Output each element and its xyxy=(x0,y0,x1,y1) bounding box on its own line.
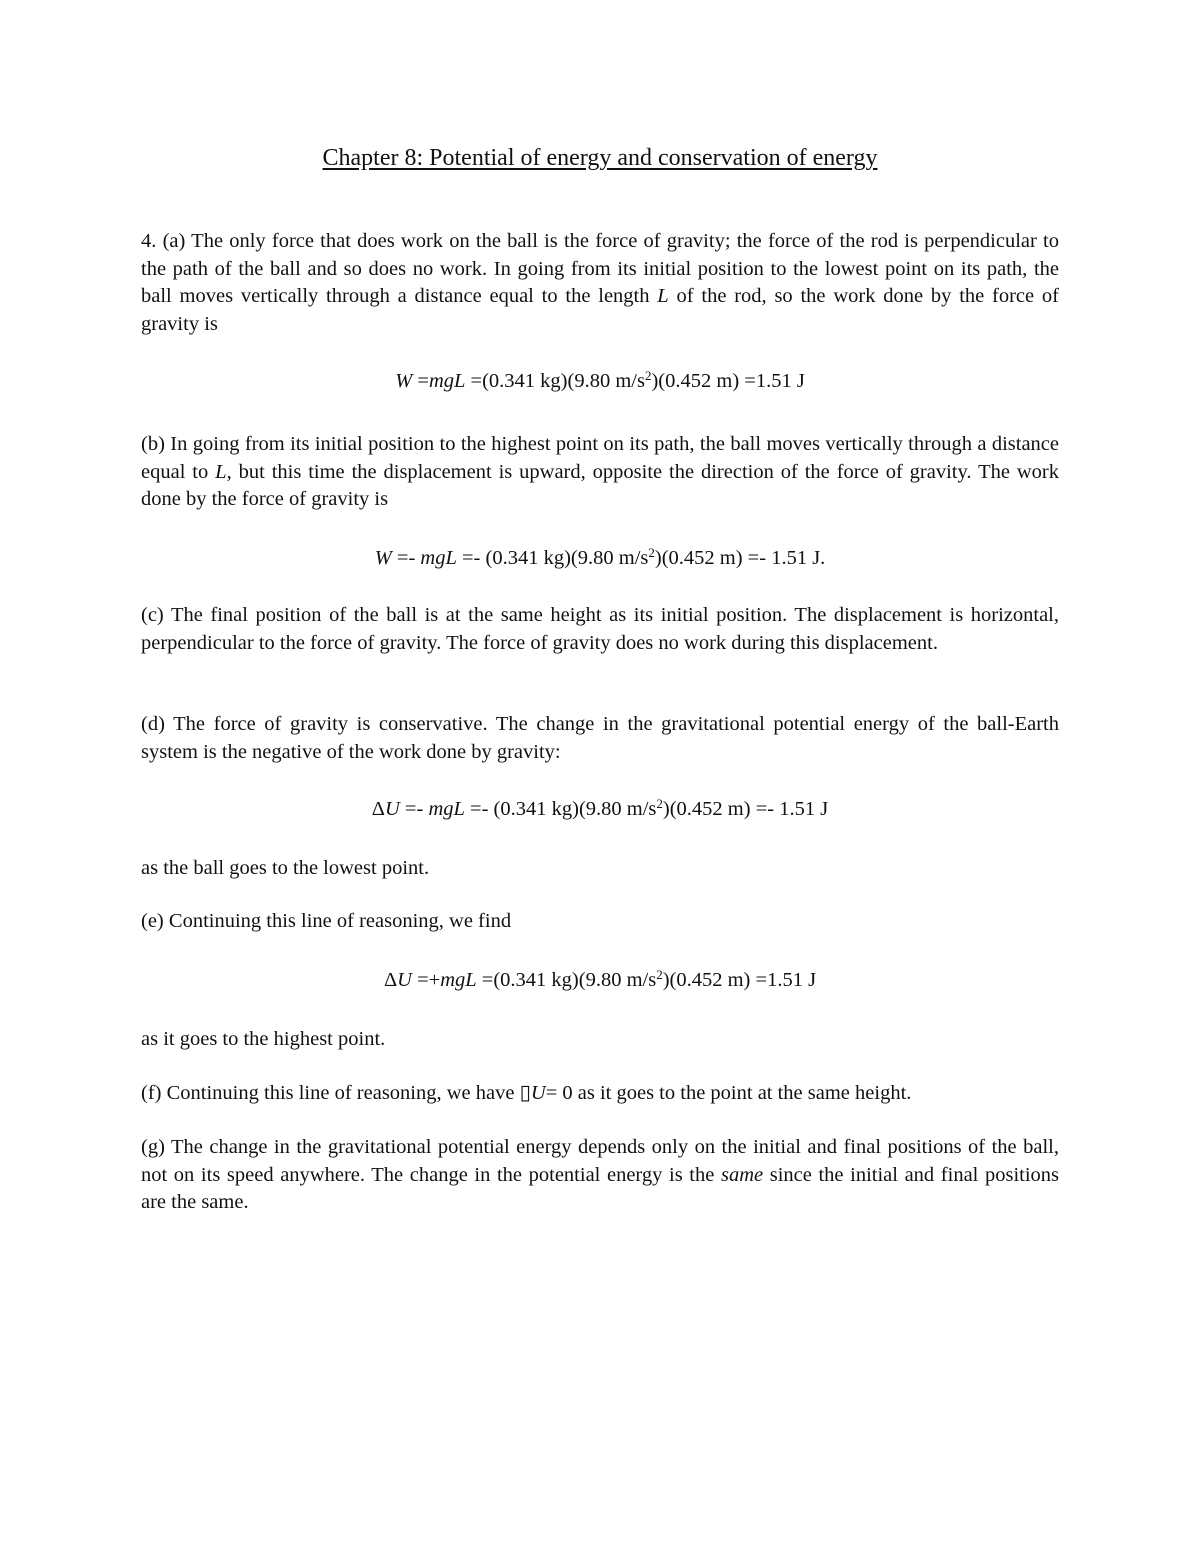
page-title: Chapter 8: Potential of energy and conservation of energy xyxy=(322,145,878,171)
part-e-label: (e) xyxy=(141,910,164,932)
part-c-label: (c) xyxy=(141,604,164,626)
part-g-paragraph: (g) The change in the gravitational potential energy depends only on the initial and final positions of the ball, not on its speed anywhere. The change in the potential energy is the same since the initial and final positions are the same. xyxy=(141,1136,1060,1213)
equation-b: W =- mgL =- (0.341 kg)(9.80 $m/s^2)(0.452$ m) =- 1.51 J. xyxy=(374,545,826,569)
emphasis-same: same xyxy=(720,1163,764,1186)
var-L: L xyxy=(215,460,227,483)
part-a-text: The only force that does work on the ball is the force of gravity; the force of the rod is perpendicular to the path of the ball and so does no work. In going from its initial position to the lowest point on its path, the ball moves vertically through a distance equal to the length xyxy=(141,230,1059,307)
part-d-after: as the ball goes to the lowest point. xyxy=(141,857,430,879)
part-g-label: (g) xyxy=(141,1136,165,1158)
equation-a: W =mgL =(0.341 kg)(9.80 $m/s^2)(0.452$ m) =1.51 J xyxy=(395,368,805,392)
part-b-paragraph: (b) In going from its initial position to the highest point on its path, the ball moves vertically through a distance equal to L, but this time the displacement is upward, opposite the direction of the force of gravity. The work done by the force of gravity is xyxy=(141,433,1059,510)
part-a-paragraph xyxy=(141,228,1059,338)
equation-e: ΔU =+mgL =(0.341 kg)(9.80 $m/s^2)(0.452$ m) =1.51 J xyxy=(383,967,817,991)
problem-number: 4. xyxy=(141,230,157,252)
equation-d: ΔU =- mgL =- (0.341 kg)(9.80 $m/s^2)(0.452$ m) =- 1.51 J xyxy=(371,796,829,820)
missing-glyph-symbol: ▯ xyxy=(519,1082,531,1104)
part-b-label: (b) xyxy=(141,433,165,455)
part-f-paragraph: (f) Continuing this line of reasoning, we have ▯U= 0 as it goes to the point at the same height. xyxy=(141,1082,912,1104)
part-d-label: (d) xyxy=(141,713,165,735)
part-e-paragraph: (e) Continuing this line of reasoning, we find xyxy=(141,910,512,932)
part-c-paragraph: (c) The final position of the ball is at the same height as its initial position. The displacement is horizontal, perpendicular to the force of gravity. The force of gravity does no work during this displacement. xyxy=(141,604,1060,654)
part-e-after: as it goes to the highest point. xyxy=(141,1028,386,1050)
var-L: L xyxy=(657,285,669,307)
part-d-paragraph: (d) The force of gravity is conservative. The change in the gravitational potential energy of the ball-Earth system is the negative of the work done by gravity: xyxy=(141,713,1059,763)
part-a-text-end: of the rod, so the work done by the force of gravity is xyxy=(141,285,1060,335)
part-f-label: (f) xyxy=(141,1082,162,1104)
part-a-label: (a) xyxy=(162,230,186,252)
